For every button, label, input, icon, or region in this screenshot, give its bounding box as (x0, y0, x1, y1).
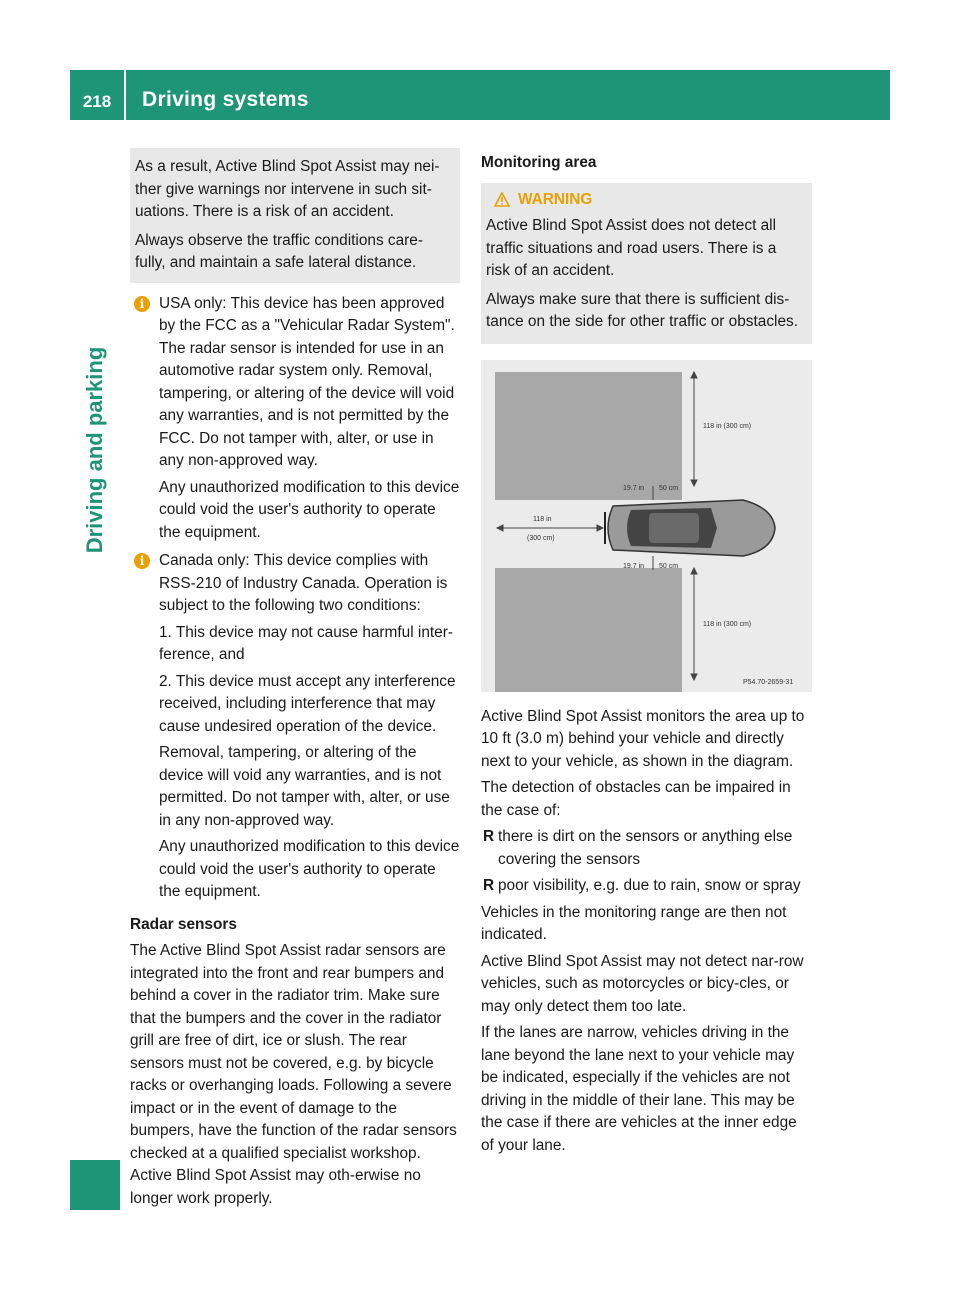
info-icon: i (134, 553, 150, 569)
header-divider (124, 70, 126, 120)
bullet-icon: R (483, 877, 495, 894)
right-column (481, 148, 812, 1161)
radar-sensors-heading: Radar sensors (130, 915, 237, 933)
diagram-label: 118 in (300 cm) (703, 620, 752, 628)
info-icon: i (134, 296, 150, 312)
figure-code: P54.70-2659-31 (743, 678, 794, 686)
diagram-label: 19.7 in (623, 562, 645, 570)
info-paragraph: Removal, tampering, or altering of the device will void any warranties, and is not permitted. Do not tamper with, alter, or use in any non-approved way. (159, 744, 450, 829)
info-note-usa (130, 293, 460, 545)
side-tab-label: Driving and parking (82, 346, 107, 554)
body-paragraph: If the lanes are narrow, vehicles driving in the lane beyond the lane next to your vehicle may be indicated, especially if the vehicles are not driving in the middle of their lane. This may be the case if there are vehicles at the inner edge of your lane. (481, 1024, 797, 1154)
info-paragraph: 2. This device must accept any interference received, including interference that may cause undesired operation of the device. (159, 672, 456, 735)
list-item (481, 875, 812, 898)
body-paragraph: Active Blind Spot Assist monitors the area up to 10 ft (3.0 m) behind your vehicle and directly next to your vehicle, as shown in the diagram. (481, 707, 805, 770)
diagram-label: 118 in (300 cm) (703, 422, 752, 430)
monitoring-area-diagram (481, 360, 812, 692)
list-item-text: poor visibility, e.g. due to rain, snow or spray (498, 877, 801, 894)
page-header (70, 70, 890, 120)
monitoring-zone-right (495, 568, 682, 692)
list-item (481, 826, 812, 871)
car-top-view (605, 500, 775, 556)
info-note-canada (130, 550, 460, 904)
info-paragraph: Any unauthorized modification to this device could void the user's authority to operate the equipment. (159, 478, 460, 541)
warning-paragraph: Active Blind Spot Assist does not detect all traffic situations and road users. There is a risk of an accident. (486, 217, 777, 279)
page-number: 218 (82, 92, 112, 111)
info-paragraph: USA only: This device has been approved by the FCC as a "Vehicular Radar System". The radar sensor is intended for use in an automotive radar system only. Removal, tampering, or altering of the device will void any warranties, and is not permitted by the FCC. Do not tamper with, alter, or use in any non-approved way. (159, 294, 455, 469)
diagram-label: 19.7 in (623, 484, 645, 492)
section-title: Driving systems (142, 88, 309, 111)
diagram-label: 118 in (533, 515, 552, 523)
diagram-label: 50 cm (659, 484, 679, 492)
warning-title: WARNING (518, 190, 593, 208)
monitoring-area-heading: Monitoring area (481, 154, 597, 171)
grey-box-paragraph: As a result, Active Blind Spot Assist may nei-ther give warnings nor intervene in such sit-uations. There is a risk of an accident. (135, 158, 440, 220)
info-paragraph: Any unauthorized modification to this device could void the user's authority to operate the equipment. (159, 838, 460, 900)
warning-box (481, 183, 812, 344)
grey-box-paragraph: Always observe the traffic conditions care-fully, and maintain a safe lateral distance. (135, 231, 423, 271)
warning-paragraph: Always make sure that there is sufficient dis-tance on the side for other traffic or obstacles. (486, 290, 798, 330)
info-paragraph: 1. This device may not cause harmful inter-ference, and (159, 623, 453, 663)
body-paragraph: Active Blind Spot Assist may not detect nar-row vehicles, such as motorcycles or bicy-cles, or may only detect them too late. (481, 952, 804, 1015)
left-column (130, 148, 460, 1214)
side-tab-marker (70, 1160, 120, 1210)
diagram-label: 50 cm (659, 562, 679, 570)
body-paragraph: The detection of obstacles can be impaired in the case of: (481, 779, 791, 819)
side-tab (80, 335, 110, 565)
body-paragraph: Vehicles in the monitoring range are then not indicated. (481, 903, 787, 943)
warning-triangle-icon (494, 192, 510, 207)
bullet-icon: R (483, 828, 495, 845)
diagram-label: (300 cm) (527, 534, 555, 542)
radar-sensors-text: The Active Blind Spot Assist radar sensors are integrated into the front and rear bumpers and behind a cover in the radiator trim. Make sure that the bumpers and the cover in the radiator grill are free of dirt, ice or slush. The rear sensors must not be covered, e.g. by bicycle racks or overhanging loads. Following a severe impact or in the event of damage to the bumpers, have the function of the radar sensors checked at a qualified specialist workshop. Active Blind Spot Assist may oth-erwise no longer work properly. (130, 942, 457, 1207)
list-item-text: there is dirt on the sensors or anything else covering the sensors (498, 828, 793, 868)
info-paragraph: Canada only: This device complies with RSS-210 of Industry Canada. Operation is subject to the following two conditions: (159, 552, 448, 614)
warning-continuation-box (130, 148, 460, 283)
monitoring-zone-left (495, 372, 682, 500)
